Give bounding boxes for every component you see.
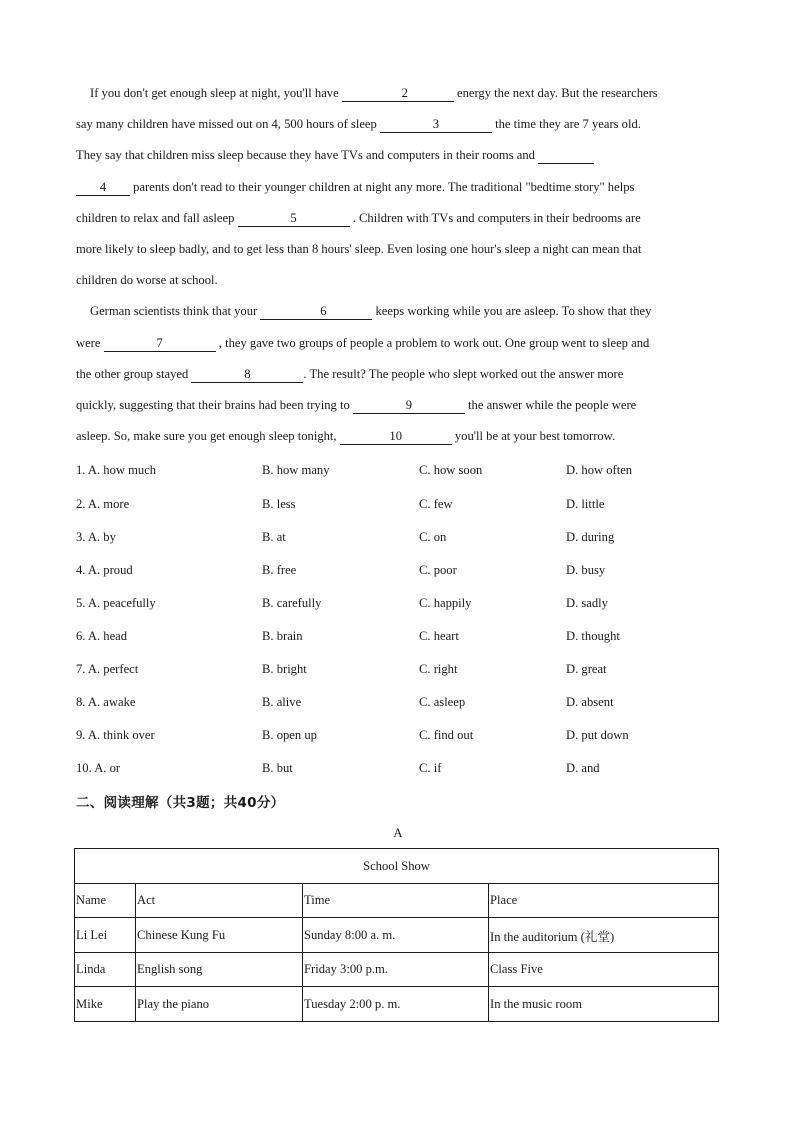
- question-options-row: [76, 587, 726, 620]
- option-choice[interactable]: C. happily: [419, 595, 472, 610]
- table-cell: Mike: [75, 987, 136, 1022]
- option-choice[interactable]: C. on: [419, 529, 447, 544]
- option-choice[interactable]: C. if: [419, 761, 442, 776]
- blank-2[interactable]: 2: [342, 86, 454, 102]
- option-choice[interactable]: D. and: [566, 761, 600, 776]
- table-row: [75, 952, 719, 987]
- section-title: 二、阅读理解（共3题；共40分）: [76, 795, 285, 812]
- option-choice[interactable]: C. find out: [419, 728, 474, 743]
- table-cell: Tuesday 2:00 p. m.: [303, 987, 489, 1022]
- question-options-row: [76, 488, 726, 521]
- option-choice[interactable]: B. less: [262, 496, 296, 511]
- option-choice[interactable]: D. sadly: [566, 595, 608, 610]
- table-cell: English song: [136, 952, 303, 987]
- table-cell: Sunday 8:00 a. m.: [303, 918, 489, 953]
- option-choice[interactable]: C. heart: [419, 628, 459, 643]
- table-cell: Chinese Kung Fu: [136, 918, 303, 953]
- option-choice[interactable]: D. little: [566, 496, 605, 511]
- blank-4[interactable]: 4: [76, 180, 130, 196]
- table-row: [75, 918, 719, 953]
- question-options-row: [76, 454, 726, 487]
- option-choice[interactable]: B. how many: [262, 463, 330, 478]
- option-choice[interactable]: 10. A. or: [76, 761, 121, 776]
- table-cell: In the auditorium (礼堂): [489, 918, 719, 953]
- table-cell: Play the piano: [136, 987, 303, 1022]
- table-cell: Li Lei: [75, 918, 136, 953]
- passage-line: were 7 , they gave two groups of people a problem to work out. One group went to sleep and: [76, 335, 650, 350]
- option-choice[interactable]: D. absent: [566, 695, 614, 710]
- blank-4-start[interactable]: [538, 148, 594, 164]
- option-choice[interactable]: C. right: [419, 662, 458, 677]
- passage-line: quickly, suggesting that their brains had been trying to 9 the answer while the people were: [76, 398, 637, 413]
- option-choice[interactable]: 6. A. head: [76, 628, 128, 643]
- question-options-row: [76, 686, 726, 719]
- blank-7[interactable]: 7: [104, 336, 216, 352]
- table-caption-row: [75, 849, 719, 884]
- passage-line: say many children have missed out on 4, 500 hours of sleep 3 the time they are 7 years old.: [76, 117, 641, 132]
- blank-9[interactable]: 9: [353, 398, 465, 414]
- question-options-row: [76, 719, 726, 752]
- header-time: Time: [303, 883, 489, 918]
- table-cell: Friday 3:00 p.m.: [303, 952, 489, 987]
- option-choice[interactable]: B. but: [262, 761, 293, 776]
- table-cell: Linda: [75, 952, 136, 987]
- blank-8[interactable]: 8: [191, 367, 303, 383]
- school-show-table: [74, 848, 719, 1022]
- passage-line: asleep. So, make sure you get enough sleep tonight, 10 you'll be at your best tomorrow.: [76, 429, 616, 444]
- option-choice[interactable]: C. how soon: [419, 463, 483, 478]
- question-options-row: [76, 653, 726, 686]
- blank-3[interactable]: 3: [380, 117, 492, 133]
- option-choice[interactable]: C. poor: [419, 562, 457, 577]
- cloze-passage: [76, 78, 726, 452]
- passage-line: German scientists think that your 6 keeps working while you are asleep. To show that they: [90, 304, 652, 319]
- option-choice[interactable]: D. during: [566, 529, 615, 544]
- table-caption: School Show: [75, 849, 719, 884]
- subsection-letter: A: [393, 825, 403, 841]
- worksheet-page: [76, 78, 726, 1022]
- table-cell: In the music room: [489, 987, 719, 1022]
- option-choice[interactable]: D. great: [566, 662, 607, 677]
- option-choice[interactable]: B. brain: [262, 628, 303, 643]
- option-choice[interactable]: B. bright: [262, 662, 307, 677]
- option-choice[interactable]: 2. A. more: [76, 496, 130, 511]
- option-choice[interactable]: 7. A. perfect: [76, 662, 139, 677]
- blank-5[interactable]: 5: [238, 211, 350, 227]
- table-row: [75, 987, 719, 1022]
- blank-10[interactable]: 10: [340, 429, 452, 445]
- blank-6[interactable]: 6: [260, 304, 372, 320]
- option-choice[interactable]: B. at: [262, 529, 286, 544]
- passage-line: children do worse at school.: [76, 273, 218, 288]
- header-name: Name: [75, 883, 136, 918]
- header-place: Place: [489, 883, 719, 918]
- option-choice[interactable]: B. carefully: [262, 595, 322, 610]
- option-choice[interactable]: B. open up: [262, 728, 317, 743]
- passage-line: more likely to sleep badly, and to get less than 8 hours' sleep. Even losing one hour's sleep a night can mean that: [76, 242, 642, 257]
- option-choice[interactable]: D. how often: [566, 463, 633, 478]
- table-header-row: [75, 883, 719, 918]
- option-choice[interactable]: D. put down: [566, 728, 629, 743]
- option-choice[interactable]: C. asleep: [419, 695, 466, 710]
- option-choice[interactable]: 3. A. by: [76, 529, 116, 544]
- option-choice[interactable]: 8. A. awake: [76, 695, 136, 710]
- question-options-row: [76, 521, 726, 554]
- question-options-row: [76, 554, 726, 587]
- passage-line: They say that children miss sleep because they have TVs and computers in their rooms and: [76, 140, 726, 171]
- table-cell: Class Five: [489, 952, 719, 987]
- header-act: Act: [136, 883, 303, 918]
- passage-line: If you don't get enough sleep at night, you'll have 2 energy the next day. But the researchers: [90, 86, 658, 100]
- question-options-row: [76, 752, 726, 785]
- option-choice[interactable]: 9. A. think over: [76, 728, 155, 743]
- passage-line: 4 parents don't read to their younger children at night any more. The traditional "bedtime story" helps: [76, 172, 726, 203]
- option-choice[interactable]: D. thought: [566, 628, 620, 643]
- passage-line: the other group stayed 8 . The result? The people who slept worked out the answer more: [76, 366, 624, 381]
- answer-options: [76, 454, 726, 785]
- option-choice[interactable]: 1. A. how much: [76, 463, 157, 478]
- question-options-row: [76, 620, 726, 653]
- option-choice[interactable]: B. free: [262, 562, 297, 577]
- option-choice[interactable]: B. alive: [262, 695, 302, 710]
- passage-line: children to relax and fall asleep 5 . Children with TVs and computers in their bedrooms are: [76, 210, 641, 225]
- option-choice[interactable]: D. busy: [566, 562, 606, 577]
- option-choice[interactable]: 4. A. proud: [76, 562, 133, 577]
- option-choice[interactable]: 5. A. peacefully: [76, 595, 156, 610]
- option-choice[interactable]: C. few: [419, 496, 453, 511]
